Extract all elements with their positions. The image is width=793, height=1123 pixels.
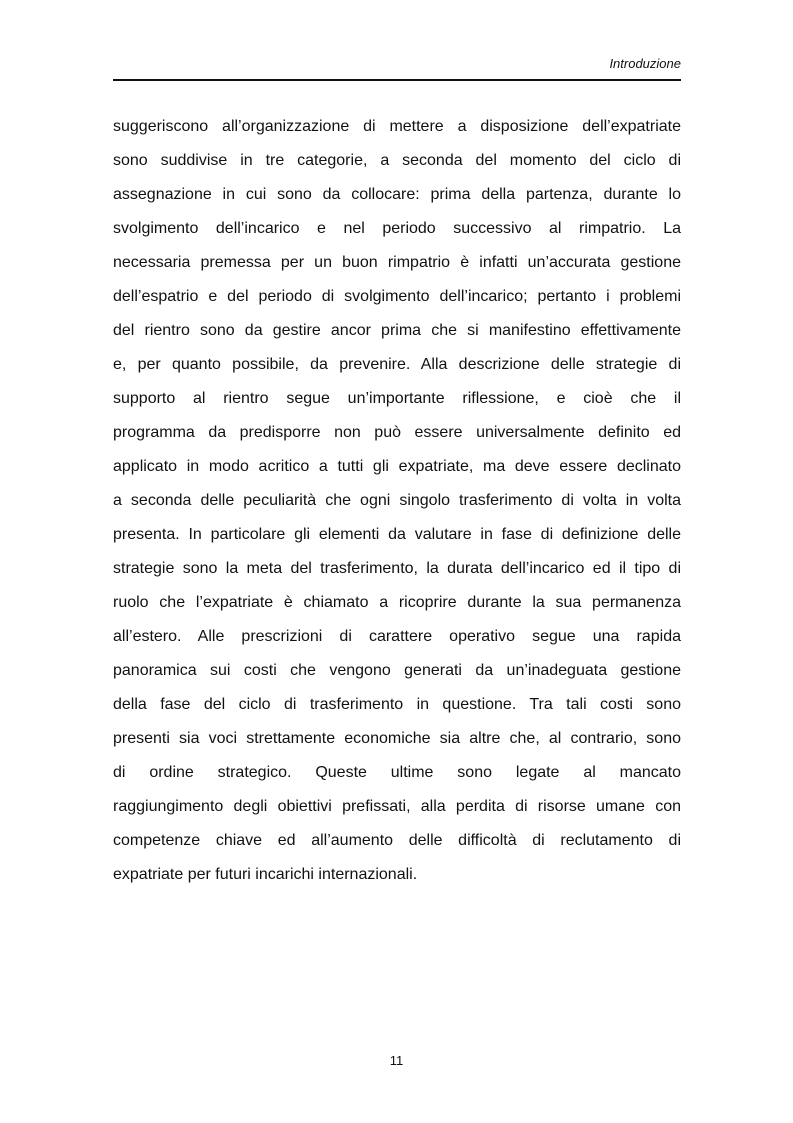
text-line: suggeriscono all’organizzazione di mettere a disposizione dell’expatriate (113, 118, 681, 135)
text-line: a seconda delle peculiarità che ogni singolo trasferimento di volta in volta (113, 492, 681, 509)
header-divider (113, 79, 681, 81)
text-line: necessaria premessa per un buon rimpatrio è infatti un’accurata gestione (113, 254, 681, 271)
page-header (113, 54, 681, 80)
text-line: e, per quanto possibile, da prevenire. Alla descrizione delle strategie di (113, 356, 681, 373)
text-line: competenze chiave ed all’aumento delle difficoltà di reclutamento di (113, 832, 681, 849)
text-line: presenta. In particolare gli elementi da valutare in fase di definizione delle (113, 526, 681, 543)
text-line: del rientro sono da gestire ancor prima che si manifestino effettivamente (113, 322, 681, 339)
text-line: strategie sono la meta del trasferimento, la durata dell’incarico ed il tipo di (113, 560, 681, 577)
body-paragraph (113, 110, 681, 892)
text-line: ruolo che l’expatriate è chiamato a ricoprire durante la sua permanenza (113, 594, 681, 611)
header-title: Introduzione (609, 56, 681, 71)
text-line: presenti sia voci strettamente economiche sia altre che, al contrario, sono (113, 730, 681, 747)
text-line: di ordine strategico. Queste ultime sono legate al mancato (113, 764, 681, 781)
text-line: applicato in modo acritico a tutti gli expatriate, ma deve essere declinato (113, 458, 681, 475)
text-line: all’estero. Alle prescrizioni di carattere operativo segue una rapida (113, 628, 681, 645)
text-line: svolgimento dell’incarico e nel periodo successivo al rimpatrio. La (113, 220, 681, 237)
text-line: panoramica sui costi che vengono generati da un’inadeguata gestione (113, 662, 681, 679)
text-line: raggiungimento degli obiettivi prefissati, alla perdita di risorse umane con (113, 798, 681, 815)
text-line: sono suddivise in tre categorie, a seconda del momento del ciclo di (113, 152, 681, 169)
text-line: expatriate per futuri incarichi internazionali. (113, 866, 418, 883)
page-number: 11 (389, 1053, 404, 1068)
text-line: supporto al rientro segue un’importante riflessione, e cioè che il (113, 390, 681, 407)
text-line: assegnazione in cui sono da collocare: prima della partenza, durante lo (113, 186, 681, 203)
text-line: della fase del ciclo di trasferimento in questione. Tra tali costi sono (113, 696, 681, 713)
text-line: dell’espatrio e del periodo di svolgimento dell’incarico; pertanto i problemi (113, 288, 681, 305)
text-line: programma da predisporre non può essere universalmente definito ed (113, 424, 681, 441)
